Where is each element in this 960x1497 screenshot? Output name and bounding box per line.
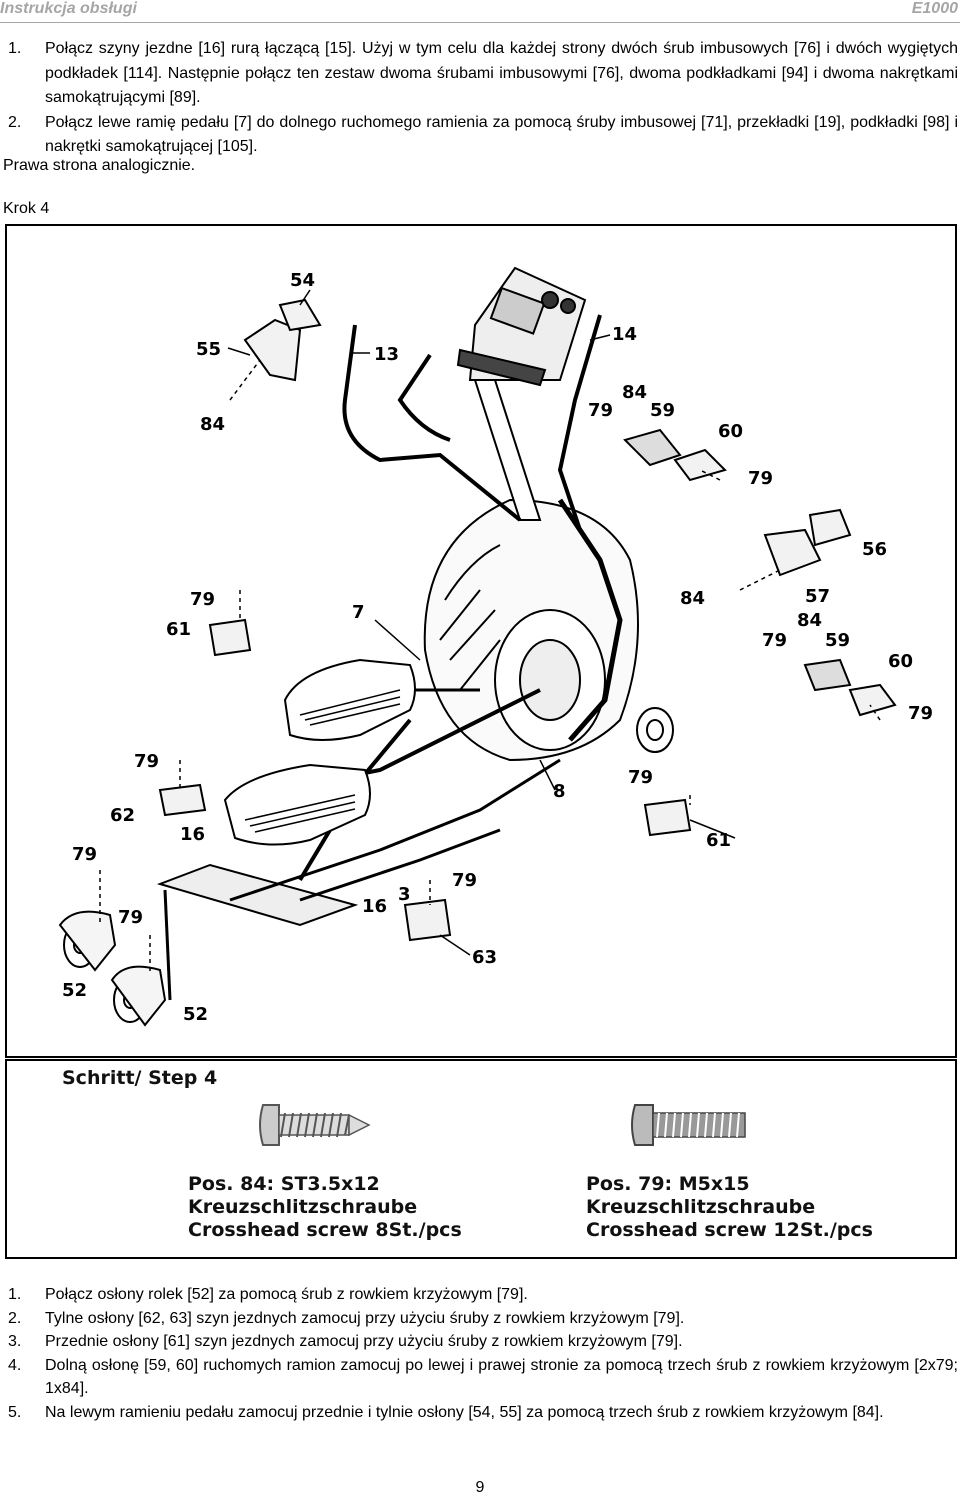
label-61: 61 [166, 619, 192, 640]
header-divider [0, 22, 960, 23]
label-60: 60 [888, 651, 914, 672]
label-63: 63 [472, 947, 498, 968]
cover-62 [160, 785, 205, 815]
label-79: 79 [118, 907, 144, 928]
cover-56-57 [765, 530, 820, 575]
instruction-item: 2. Połącz lewe ramię pedału [7] do dolnego ruchomego ramienia za pomocą śruby imbusowej [71], przekładki [19], podkładki [98] i nakrętki samokątrującej [105]. [8, 113, 958, 155]
label-79: 79 [588, 400, 614, 421]
page-header [0, 0, 960, 22]
wood-screw-icon [257, 1099, 372, 1151]
machine-screw-icon [629, 1099, 749, 1151]
label-8: 8 [553, 781, 566, 802]
cover-63 [405, 900, 450, 940]
rear-wheel-left [60, 912, 115, 970]
rear-wheel-right [112, 967, 165, 1025]
label-14: 14 [612, 324, 638, 345]
left-pedal [285, 660, 415, 740]
label-52: 52 [62, 980, 88, 1001]
instruction-item: 1. Połącz szyny jezdne [16] rurą łączącą [15]. Użyj w tym celu dla każdej strony dwóch śrub imbusowych [76] i dwóch wygiętych podkładek [114]. Następnie połącz ten zestaw dwoma śrubami imbusowymi [76], dwoma podkładkami [94] i dwoma nakrętkami samokątrującymi [89]. [8, 40, 958, 106]
instruction-item: 2. Tylne osłony [62, 63] szyn jezdnych zamocuj przy użyciu śruby z rowkiem krzyżowym [79]. [8, 1309, 685, 1327]
label-79: 79 [190, 589, 216, 610]
label-16: 16 [180, 824, 206, 845]
label-57: 57 [805, 586, 831, 607]
label-59: 59 [825, 630, 851, 651]
page-number: 9 [475, 1479, 485, 1496]
label-79: 79 [452, 870, 478, 891]
label-84: 84 [622, 382, 648, 403]
screw-box-title: Schritt/ Step 4 [62, 1067, 218, 1089]
label-79: 79 [908, 703, 934, 724]
instruction-item: 1. Połącz osłony rolek [52] za pomocą śrub z rowkiem krzyżowym [79]. [8, 1286, 528, 1303]
label-79: 79 [134, 751, 160, 772]
label-3: 3 [398, 884, 411, 905]
label-13: 13 [374, 344, 400, 365]
label-16: 16 [362, 896, 388, 917]
console [458, 268, 585, 385]
instruction-item: 5. Na lewym ramieniu pedału zamocuj przednie i tylnie osłony [54, 55] za pomocą trzech śrub z rowkiem krzyżowym [84]. [8, 1403, 884, 1421]
cover-61-bottom [645, 800, 690, 835]
cover-59-60-bottom [805, 660, 850, 690]
instruction-item: 3. Przednie osłony [61] szyn jezdnych zamocuj przy użyciu śruby z rowkiem krzyżowym [79]. [8, 1333, 683, 1350]
right-pedal [225, 765, 370, 845]
top-instruction-list [0, 37, 958, 160]
label-79: 79 [748, 468, 774, 489]
label-79: 79 [72, 844, 98, 865]
label-84: 84 [680, 588, 706, 609]
left-upper-arm [400, 355, 450, 440]
right-side-note: Prawa strona analogicznie. [3, 157, 196, 174]
label-60: 60 [718, 421, 744, 442]
label-79: 79 [762, 630, 788, 651]
label-84: 84 [797, 610, 823, 631]
left-rail [165, 890, 170, 1000]
bottom-instruction-list [0, 1283, 958, 1424]
label-84: 84 [200, 414, 226, 435]
manual-title: Instrukcja obsługi [0, 0, 137, 17]
instruction-item: 4. Dolną osłonę [59, 60] ruchomych ramion zamocuj po lewej i prawej stronie za pomocą trzech śrub z rowkiem krzyżowym [2x79; 1x84]. [8, 1356, 958, 1397]
label-79: 79 [628, 767, 654, 788]
console-mast [475, 380, 540, 520]
screw-84-info: Pos. 84: ST3.5x12 Kreuzschlitzschraube Crosshead screw 8St./pcs [188, 1173, 462, 1241]
label-62: 62 [110, 805, 136, 826]
step-title: Krok 4 [3, 200, 50, 217]
label-52: 52 [183, 1004, 209, 1025]
screw-79-info: Pos. 79: M5x15 Kreuzschlitzschraube Crosshead screw 12St./pcs [586, 1173, 873, 1241]
cover-61-top [210, 620, 250, 655]
cover-59-60-top [625, 430, 680, 465]
label-7: 7 [352, 602, 365, 623]
label-54: 54 [290, 270, 316, 291]
assembly-diagram [5, 224, 957, 1058]
label-56: 56 [862, 539, 888, 560]
rear-rail [160, 865, 355, 925]
label-61: 61 [706, 830, 732, 851]
label-59: 59 [650, 400, 676, 421]
label-55: 55 [196, 339, 222, 360]
cross-trainer-drawing [7, 226, 955, 1056]
screw-parts-box [5, 1059, 957, 1259]
model-name: E1000 [911, 0, 958, 17]
